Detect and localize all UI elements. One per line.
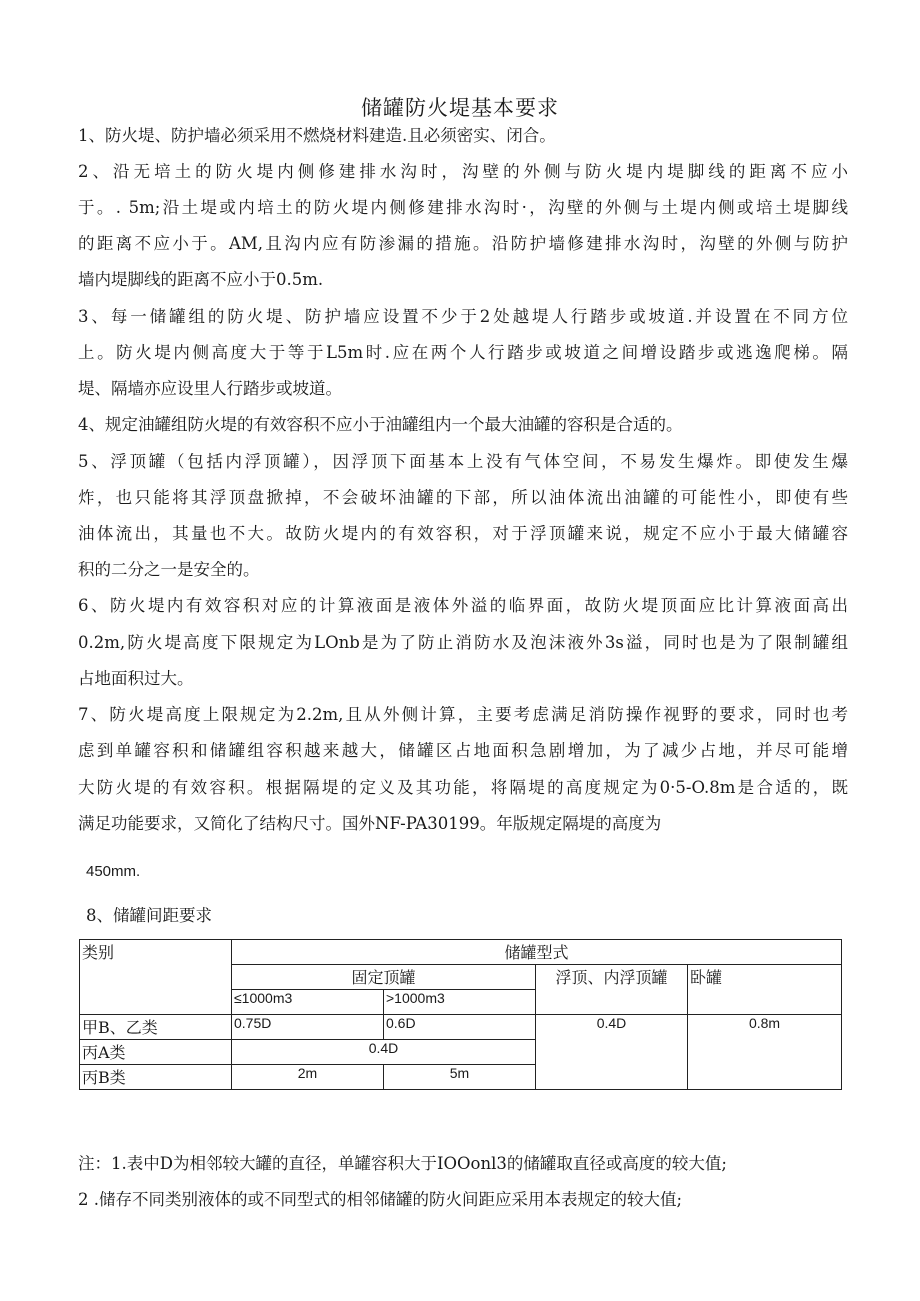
- paragraph-line: 墙内堤脚线的距离不应小于0.5m.: [78, 270, 324, 289]
- paragraph-line: 油体流出，其量也不大。故防火堤内的有效容积，对于浮顶罐来说，规定不应小于最大储罐容: [78, 524, 848, 543]
- table-header-type: 储罐型式: [232, 940, 842, 965]
- cell-value: 0.6D: [384, 1015, 536, 1040]
- spacing-table: [79, 939, 842, 1090]
- cell-value: 0.8m: [688, 1015, 842, 1090]
- row-label: 丙B类: [80, 1065, 232, 1090]
- paragraph-line: 虑到单罐容积和储罐组容积越来越大，储罐区占地面积急剧增加，为了减少占地，并尽可能增: [78, 741, 848, 760]
- paragraph-line: 大防火堤的有效容积。根据隔堤的定义及其功能，将隔堤的高度规定为0·5-O.8m是合适的，既: [78, 778, 848, 797]
- cell-value: 2m: [232, 1065, 384, 1090]
- cell-value: 0.75D: [232, 1015, 384, 1040]
- table-header-category: 类别: [80, 940, 232, 1015]
- table-header-le1000: ≤1000m3: [232, 990, 384, 1015]
- paragraph-line: 1、防火堤、防护墙必须采用不燃烧材料建造.且必须密实、闭合。: [78, 126, 556, 145]
- paragraph-line: 7、防火堤高度上限规定为2.2m,且从外侧计算，主要考虑满足消防操作视野的要求，同时也考: [78, 705, 848, 724]
- paragraph-line: 积的二分之一是安全的。: [78, 560, 260, 579]
- section-heading: 8、储罐间距要求: [86, 906, 212, 925]
- paragraph-line: 于。. 5m;沿土堤或内培土的防火堤内侧修建排水沟时·，沟壁的外侧与土堤内侧或培土堤脚线: [78, 198, 848, 217]
- paragraph-line: 占地面积过大。: [78, 669, 194, 688]
- paragraph-line: 炸，也只能将其浮顶盘掀掉，不会破坏油罐的下部，所以油体流出油罐的可能性小，即使有些: [78, 488, 848, 507]
- paragraph-line: 0.2m,防火堤高度下限规定为LOnb是为了防止消防水及泡沫液外3s溢，同时也是为了限制罐组: [78, 633, 848, 652]
- paragraph-line: 5、浮顶罐（包括内浮顶罐），因浮顶下面基本上没有气体空间，不易发生爆炸。即使发生爆: [78, 452, 848, 471]
- row-label: 甲B、乙类: [80, 1015, 232, 1040]
- document-title: 储罐防火堤基本要求: [361, 96, 559, 120]
- table-header-horizontal: 卧罐: [688, 965, 842, 1015]
- paragraph-line: 堤、隔墙亦应设里人行踏步或坡道。: [78, 379, 342, 398]
- cell-value: 0.4D: [536, 1015, 688, 1090]
- paragraph-line: 2、沿无培土的防火堤内侧修建排水沟时，沟壁的外侧与防火堤内堤脚线的距离不应小: [78, 162, 848, 181]
- paragraph-tail: 450mm.: [86, 863, 141, 880]
- row-label: 丙A类: [80, 1040, 232, 1065]
- table-header-gt1000: >1000m3: [384, 990, 536, 1015]
- paragraph-line: 上。防火堤内侧高度大于等于L5m时.应在两个人行踏步或坡道之间增设踏步或逃逸爬梯。隔: [78, 343, 848, 362]
- paragraph-line: 满足功能要求，又简化了结构尺寸。国外NF-PA30199。年版规定隔堤的高度为: [78, 814, 662, 833]
- cell-value: 5m: [384, 1065, 536, 1090]
- table-note: 注：1.表中D为相邻较大罐的直径，单罐容积大于IOOonl3的储罐取直径或高度的较大值;: [78, 1154, 727, 1173]
- table-header-fixed-roof: 固定顶罐: [232, 965, 536, 990]
- paragraph-line: 6、防火堤内有效容积对应的计算液面是液体外溢的临界面，故防火堤顶面应比计算液面高出: [78, 596, 848, 615]
- cell-value: 0.4D: [232, 1040, 536, 1065]
- table-note: 2 .储存不同类别液体的或不同型式的相邻储罐的防火间距应采用本表规定的较大值;: [78, 1190, 683, 1209]
- table-row: [80, 1015, 842, 1040]
- paragraph-line: 的距离不应小于。AM,且沟内应有防渗漏的措施。沿防护墙修建排水沟时，沟壁的外侧与防护: [78, 234, 848, 253]
- paragraph-line: 3、每一储罐组的防火堤、防护墙应设置不少于2处越堤人行踏步或坡道.并设置在不同方位: [78, 307, 848, 326]
- table-header-floating-roof: 浮顶、内浮顶罐: [536, 965, 688, 1015]
- paragraph-line: 4、规定油罐组防火堤的有效容积不应小于油罐组内一个最大油罐的容积是合适的。: [78, 415, 683, 434]
